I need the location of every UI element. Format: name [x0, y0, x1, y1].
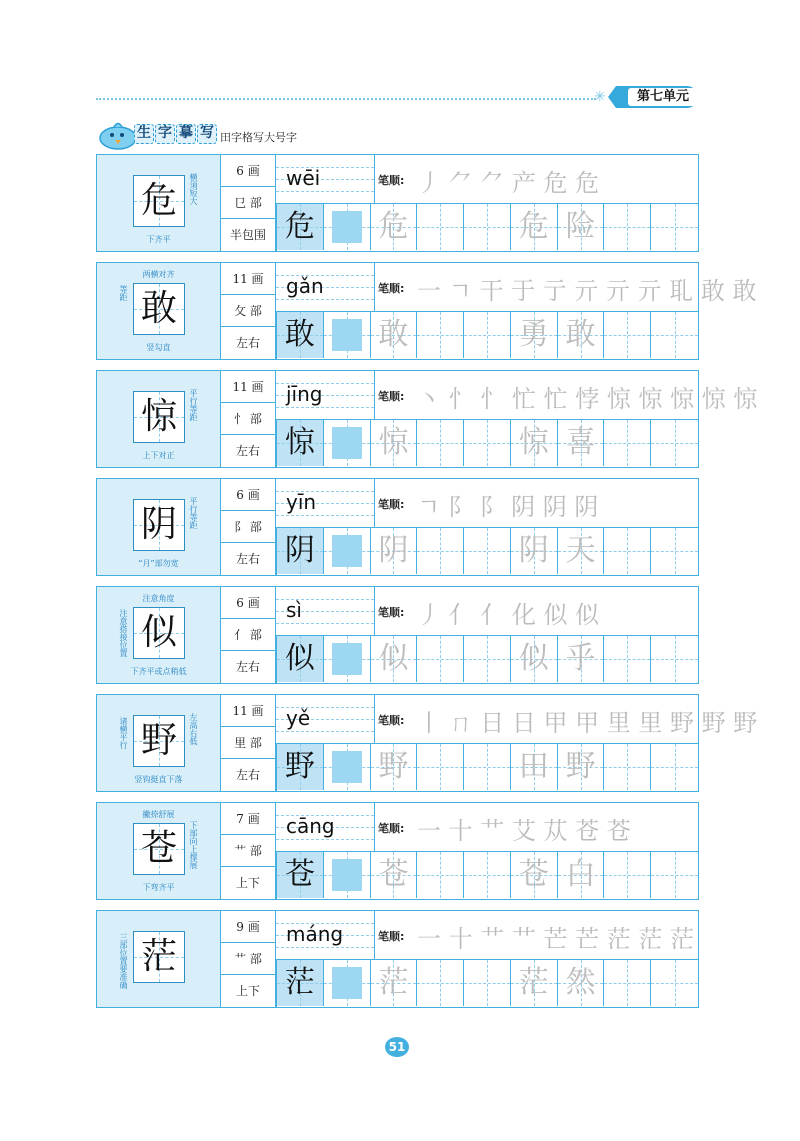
section-title	[134, 124, 217, 144]
practice-cell[interactable]	[371, 636, 418, 682]
character-row	[96, 154, 699, 252]
practice-char: 白	[565, 857, 596, 892]
practice-cell[interactable]	[604, 744, 651, 790]
practice-char	[464, 420, 510, 466]
info-column	[221, 478, 276, 576]
practice-cell[interactable]	[324, 852, 371, 898]
stroke-order-sequence: 一 ㄱ 干 于 亍 亓 亓 亓 耴 敢 敢	[417, 277, 757, 305]
pinyin: cāng	[286, 814, 335, 838]
model-box	[96, 586, 221, 684]
practice-cell[interactable]	[511, 960, 558, 1006]
page-number: 51	[385, 1037, 409, 1057]
practice-cell[interactable]	[464, 312, 511, 358]
practice-char: 天	[565, 533, 596, 568]
practice-char	[417, 312, 463, 358]
practice-cell[interactable]	[558, 204, 605, 250]
practice-char	[324, 528, 370, 574]
stroke-order-sequence: 丿 亻 亻 化 似 似	[417, 601, 600, 629]
practice-cell[interactable]	[371, 204, 418, 250]
pinyin: wēi	[286, 166, 321, 190]
practice-char	[604, 204, 650, 250]
info-column	[221, 262, 276, 360]
structure: 上下	[235, 876, 260, 890]
stroke-order-label: 笔顺:	[378, 174, 405, 187]
model-grid	[133, 499, 185, 551]
practice-cell[interactable]	[511, 420, 558, 466]
stroke-order-sequence: 丶 忄 忄 忙 忙 悖 惊 惊 惊 惊 惊	[417, 385, 758, 413]
model-char: 危	[140, 180, 177, 221]
stroke-count: 11 画	[221, 263, 275, 295]
practice-char	[604, 312, 650, 358]
pinyin: jīng	[286, 382, 323, 406]
stroke-order-sequence: ㄱ 阝 阝 阴 阴 阴	[417, 493, 599, 521]
pinyin-box	[276, 910, 374, 959]
pinyin-box	[276, 478, 374, 527]
practice-char: 似	[284, 641, 315, 676]
practice-cell[interactable]	[371, 744, 418, 790]
tip-top: 注意角度	[142, 594, 175, 603]
practice-cell[interactable]	[277, 852, 324, 898]
practice-char	[651, 420, 698, 466]
practice-cell[interactable]	[511, 528, 558, 574]
stroke-count: 11 画	[221, 695, 275, 727]
model-box	[96, 694, 221, 792]
title-char: 摹	[176, 124, 196, 144]
practice-cell[interactable]	[651, 528, 698, 574]
practice-cell[interactable]	[324, 312, 371, 358]
practice-char	[604, 744, 650, 790]
title-char: 生	[134, 124, 154, 144]
practice-cell[interactable]	[371, 420, 418, 466]
practice-cell[interactable]	[277, 420, 324, 466]
practice-char	[651, 744, 698, 790]
stroke-count: 6 画	[221, 479, 275, 511]
practice-cell[interactable]	[651, 852, 698, 898]
practice-char	[651, 528, 698, 574]
practice-cell[interactable]	[604, 204, 651, 250]
header-dotted-line	[96, 98, 596, 100]
pinyin-box	[276, 802, 374, 851]
practice-cell[interactable]	[277, 312, 324, 358]
practice-grid	[276, 311, 699, 360]
pinyin: gǎn	[286, 274, 324, 298]
character-row	[96, 478, 699, 576]
practice-char	[417, 960, 463, 1006]
pinyin: máng	[286, 922, 344, 946]
practice-cell[interactable]	[417, 960, 464, 1006]
practice-char	[604, 852, 650, 898]
stroke-order-sequence: 一 十 艹 艾 苁 苍 苍	[417, 817, 631, 845]
tip-bottom: 上下对正	[142, 451, 175, 460]
model-char: 苍	[140, 828, 177, 869]
practice-char: 茫	[284, 965, 315, 1000]
practice-cell[interactable]	[511, 312, 558, 358]
practice-char: 田	[518, 749, 549, 784]
practice-cell[interactable]	[651, 420, 698, 466]
title-char: 写	[197, 124, 217, 144]
stroke-order-label: 笔顺:	[378, 714, 405, 727]
stroke-order-box	[374, 262, 757, 311]
practice-cell[interactable]	[417, 852, 464, 898]
practice-cell[interactable]	[558, 744, 605, 790]
radical: 艹 部	[221, 835, 275, 867]
practice-char	[324, 312, 370, 358]
practice-char	[417, 420, 463, 466]
radical: 艹 部	[221, 943, 275, 975]
model-grid	[133, 391, 185, 443]
practice-grid	[276, 203, 699, 252]
practice-grid	[276, 851, 699, 900]
practice-cell[interactable]	[604, 420, 651, 466]
practice-char: 然	[565, 965, 596, 1000]
practice-cell[interactable]	[324, 528, 371, 574]
model-char: 阴	[140, 504, 177, 545]
practice-char	[324, 636, 370, 682]
radical: 攵 部	[221, 295, 275, 327]
stroke-count: 7 画	[221, 803, 275, 835]
tip-left: 三部位置要准确	[119, 933, 128, 989]
stroke-order-label: 笔顺:	[378, 390, 405, 403]
practice-cell[interactable]	[417, 744, 464, 790]
practice-char	[651, 960, 698, 1006]
tip-right: 下部向上撑展	[189, 821, 198, 869]
practice-char	[417, 852, 463, 898]
practice-char	[324, 852, 370, 898]
pinyin: yīn	[286, 490, 317, 514]
info-column	[221, 370, 276, 468]
model-box	[96, 262, 221, 360]
pinyin-box	[276, 370, 374, 419]
practice-cell[interactable]	[558, 852, 605, 898]
practice-char	[464, 636, 510, 682]
pinyin: sì	[286, 598, 302, 622]
practice-char: 茫	[518, 965, 549, 1000]
practice-char: 危	[284, 209, 315, 244]
structure: 上下	[235, 984, 260, 998]
stroke-order-label: 笔顺:	[378, 822, 405, 835]
practice-char: 惊	[284, 425, 315, 460]
practice-char: 苍	[518, 857, 549, 892]
practice-grid	[276, 419, 699, 468]
practice-cell[interactable]	[277, 960, 324, 1006]
practice-char: 敢	[565, 317, 596, 352]
section-subtitle: 田字格写大号字	[220, 131, 297, 144]
practice-cell[interactable]	[558, 528, 605, 574]
practice-char: 似	[378, 641, 409, 676]
practice-cell[interactable]	[417, 312, 464, 358]
practice-cell[interactable]	[464, 852, 511, 898]
stroke-order-box	[374, 478, 699, 527]
practice-char: 阴	[518, 533, 549, 568]
stroke-order-label: 笔顺:	[378, 930, 405, 943]
practice-cell[interactable]	[604, 312, 651, 358]
practice-cell[interactable]	[371, 960, 418, 1006]
structure: 半包围	[229, 228, 266, 242]
stroke-order-box	[374, 694, 758, 743]
practice-char: 危	[378, 209, 409, 244]
practice-cell[interactable]	[324, 420, 371, 466]
pinyin-box	[276, 694, 374, 743]
pinyin-box	[276, 262, 374, 311]
practice-char	[464, 312, 510, 358]
practice-char	[464, 744, 510, 790]
stroke-order-box	[374, 154, 699, 203]
practice-char	[417, 744, 463, 790]
practice-char	[604, 420, 650, 466]
practice-cell[interactable]	[604, 528, 651, 574]
tip-top: 撇捺舒展	[142, 810, 175, 819]
practice-cell[interactable]	[277, 636, 324, 682]
practice-cell[interactable]	[464, 204, 511, 250]
practice-char	[464, 528, 510, 574]
stroke-count: 9 画	[221, 911, 275, 943]
model-box	[96, 910, 221, 1008]
practice-cell[interactable]	[558, 960, 605, 1006]
practice-cell[interactable]	[324, 204, 371, 250]
practice-cell[interactable]	[511, 852, 558, 898]
practice-char	[604, 528, 650, 574]
model-box	[96, 802, 221, 900]
tip-bottom: 竖勾直	[146, 343, 171, 352]
model-grid	[133, 823, 185, 875]
structure: 左右	[235, 444, 260, 458]
model-box	[96, 478, 221, 576]
tip-left: 诸横平行	[119, 717, 128, 749]
practice-grid	[276, 743, 699, 792]
model-box	[96, 154, 221, 252]
info-column	[221, 802, 276, 900]
structure: 左右	[235, 336, 260, 350]
tip-right: 平行等距	[189, 497, 198, 529]
practice-char	[464, 960, 510, 1006]
character-row	[96, 586, 699, 684]
sparkle-icon: ✳	[594, 89, 606, 105]
practice-cell[interactable]	[277, 528, 324, 574]
stroke-order-box	[374, 910, 699, 959]
practice-char	[324, 204, 370, 250]
stroke-order-box	[374, 802, 699, 851]
character-row	[96, 370, 758, 468]
practice-char	[651, 204, 698, 250]
practice-cell[interactable]	[604, 852, 651, 898]
practice-char: 喜	[565, 425, 596, 460]
tip-bottom: 下齐平	[146, 235, 171, 244]
practice-char: 乎	[565, 641, 596, 676]
stroke-order-box	[374, 370, 758, 419]
practice-cell[interactable]	[371, 852, 418, 898]
character-row	[96, 694, 758, 792]
practice-char: 似	[518, 641, 549, 676]
structure: 左右	[235, 660, 260, 674]
practice-cell[interactable]	[464, 420, 511, 466]
practice-char: 阴	[378, 533, 409, 568]
title-char: 字	[155, 124, 175, 144]
practice-char	[651, 312, 698, 358]
practice-char: 野	[284, 749, 315, 784]
stroke-order-box	[374, 586, 699, 635]
model-char: 敢	[140, 288, 177, 329]
stroke-count: 6 画	[221, 587, 275, 619]
practice-cell[interactable]	[371, 312, 418, 358]
tip-bottom: 竖钩挺直下落	[134, 775, 183, 784]
practice-char	[324, 960, 370, 1006]
stroke-order-label: 笔顺:	[378, 282, 405, 295]
practice-cell[interactable]	[277, 744, 324, 790]
practice-char	[464, 852, 510, 898]
practice-char	[417, 528, 463, 574]
practice-cell[interactable]	[464, 960, 511, 1006]
stroke-order-sequence: 丨 ㄇ 日 日 甲 甲 里 里 野 野 野	[417, 709, 758, 737]
structure: 左右	[235, 552, 260, 566]
practice-cell[interactable]	[417, 636, 464, 682]
practice-cell[interactable]	[651, 960, 698, 1006]
practice-cell[interactable]	[511, 744, 558, 790]
model-grid	[133, 607, 185, 659]
structure: 左右	[235, 768, 260, 782]
practice-cell[interactable]	[558, 312, 605, 358]
info-column	[221, 694, 276, 792]
model-char: 惊	[140, 396, 177, 437]
radical: 㔾 部	[221, 187, 275, 219]
practice-cell[interactable]	[324, 744, 371, 790]
tip-right: 左高右低	[189, 713, 198, 745]
practice-cell[interactable]	[511, 636, 558, 682]
practice-char	[324, 744, 370, 790]
tip-left: 等距	[119, 285, 128, 301]
stroke-order-sequence: 丿 ⺈ ⺈ 产 危 危	[417, 169, 600, 197]
tip-bottom: 下齐平或点稍低	[130, 667, 187, 676]
practice-char	[324, 420, 370, 466]
practice-cell[interactable]	[651, 744, 698, 790]
model-grid	[133, 715, 185, 767]
radical: 忄 部	[221, 403, 275, 435]
practice-cell[interactable]	[277, 204, 324, 250]
model-char: 茫	[140, 936, 177, 977]
practice-char: 野	[378, 749, 409, 784]
practice-char	[604, 960, 650, 1006]
practice-char: 苍	[378, 857, 409, 892]
practice-char: 阴	[284, 533, 315, 568]
practice-char: 危	[518, 209, 549, 244]
practice-cell[interactable]	[651, 636, 698, 682]
practice-cell[interactable]	[464, 636, 511, 682]
practice-char: 惊	[378, 425, 409, 460]
practice-cell[interactable]	[417, 528, 464, 574]
practice-cell[interactable]	[464, 744, 511, 790]
info-column	[221, 910, 276, 1008]
model-grid	[133, 931, 185, 983]
character-row	[96, 262, 757, 360]
model-box	[96, 370, 221, 468]
practice-char	[464, 204, 510, 250]
stroke-order-sequence: 一 十 艹 艹 芒 芒 茫 茫 茫	[417, 925, 695, 953]
practice-char	[417, 204, 463, 250]
practice-grid	[276, 959, 699, 1008]
practice-char	[417, 636, 463, 682]
practice-char: 敢	[284, 317, 315, 352]
tip-right: 平行等距	[189, 389, 198, 421]
character-row	[96, 802, 699, 900]
practice-cell[interactable]	[604, 960, 651, 1006]
stroke-count: 6 画	[221, 155, 275, 187]
practice-char: 苍	[284, 857, 315, 892]
practice-grid	[276, 527, 699, 576]
practice-cell[interactable]	[371, 528, 418, 574]
practice-cell[interactable]	[464, 528, 511, 574]
info-column	[221, 154, 276, 252]
radical: 阝 部	[221, 511, 275, 543]
model-char: 野	[140, 720, 177, 761]
practice-cell[interactable]	[651, 312, 698, 358]
stroke-order-label: 笔顺:	[378, 498, 405, 511]
practice-cell[interactable]	[558, 420, 605, 466]
stroke-order-label: 笔顺:	[378, 606, 405, 619]
practice-cell[interactable]	[558, 636, 605, 682]
practice-char	[651, 852, 698, 898]
practice-char: 野	[565, 749, 596, 784]
model-char: 似	[140, 612, 177, 653]
practice-cell[interactable]	[651, 204, 698, 250]
model-grid	[133, 175, 185, 227]
tip-bottom: “月”部勿宽	[138, 559, 179, 568]
tip-bottom: 下弯齐平	[142, 883, 175, 892]
unit-title: 第七单元	[628, 88, 698, 106]
bird-mascot-icon	[98, 118, 138, 150]
radical: 亻 部	[221, 619, 275, 651]
practice-char: 茫	[378, 965, 409, 1000]
stroke-count: 11 画	[221, 371, 275, 403]
pinyin: yě	[286, 706, 311, 730]
practice-cell[interactable]	[417, 420, 464, 466]
practice-cell[interactable]	[604, 636, 651, 682]
practice-char: 勇	[518, 317, 549, 352]
practice-cell[interactable]	[324, 636, 371, 682]
practice-grid	[276, 635, 699, 684]
practice-cell[interactable]	[511, 204, 558, 250]
practice-char: 险	[565, 209, 596, 244]
pinyin-box	[276, 154, 374, 203]
tip-top: 两横对齐	[142, 270, 175, 279]
practice-char	[651, 636, 698, 682]
practice-char: 惊	[518, 425, 549, 460]
tip-right: 横須短大	[189, 173, 198, 205]
character-row	[96, 910, 699, 1008]
model-grid	[133, 283, 185, 335]
practice-char	[604, 636, 650, 682]
info-column	[221, 586, 276, 684]
tip-left: 注意搭接位置	[119, 609, 128, 657]
practice-char: 敢	[378, 317, 409, 352]
radical: 里 部	[221, 727, 275, 759]
practice-cell[interactable]	[417, 204, 464, 250]
practice-cell[interactable]	[324, 960, 371, 1006]
pinyin-box	[276, 586, 374, 635]
